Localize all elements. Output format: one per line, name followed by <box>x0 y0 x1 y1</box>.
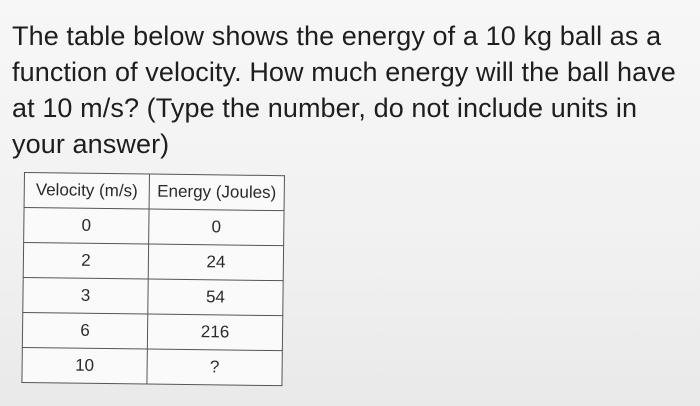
velocity-cell: 0 <box>24 208 149 245</box>
table-header-row <box>24 173 284 211</box>
energy-cell: 216 <box>147 314 282 351</box>
velocity-cell: 6 <box>22 312 147 349</box>
table-row <box>22 312 282 350</box>
energy-cell: 24 <box>148 244 283 281</box>
velocity-cell: 2 <box>23 243 148 280</box>
table-row <box>23 243 283 281</box>
energy-header: Energy (Joules) <box>149 174 284 211</box>
energy-cell: 0 <box>149 209 284 246</box>
unknown-energy-cell: ? <box>147 349 282 386</box>
velocity-cell: 10 <box>22 347 147 384</box>
table-row <box>22 347 282 385</box>
table-row <box>23 277 283 315</box>
velocity-header: Velocity (m/s) <box>24 173 149 210</box>
velocity-cell: 3 <box>23 277 148 314</box>
table-row <box>24 208 284 246</box>
energy-cell: 54 <box>148 279 283 316</box>
question-text: The table below shows the energy of a 10 kg ball as a function of velocity. How much energy will the ball have at 10 m/s? (Type the number, do not include units in your answer) <box>12 21 676 159</box>
energy-table <box>21 172 285 386</box>
energy-table-container <box>21 172 285 386</box>
